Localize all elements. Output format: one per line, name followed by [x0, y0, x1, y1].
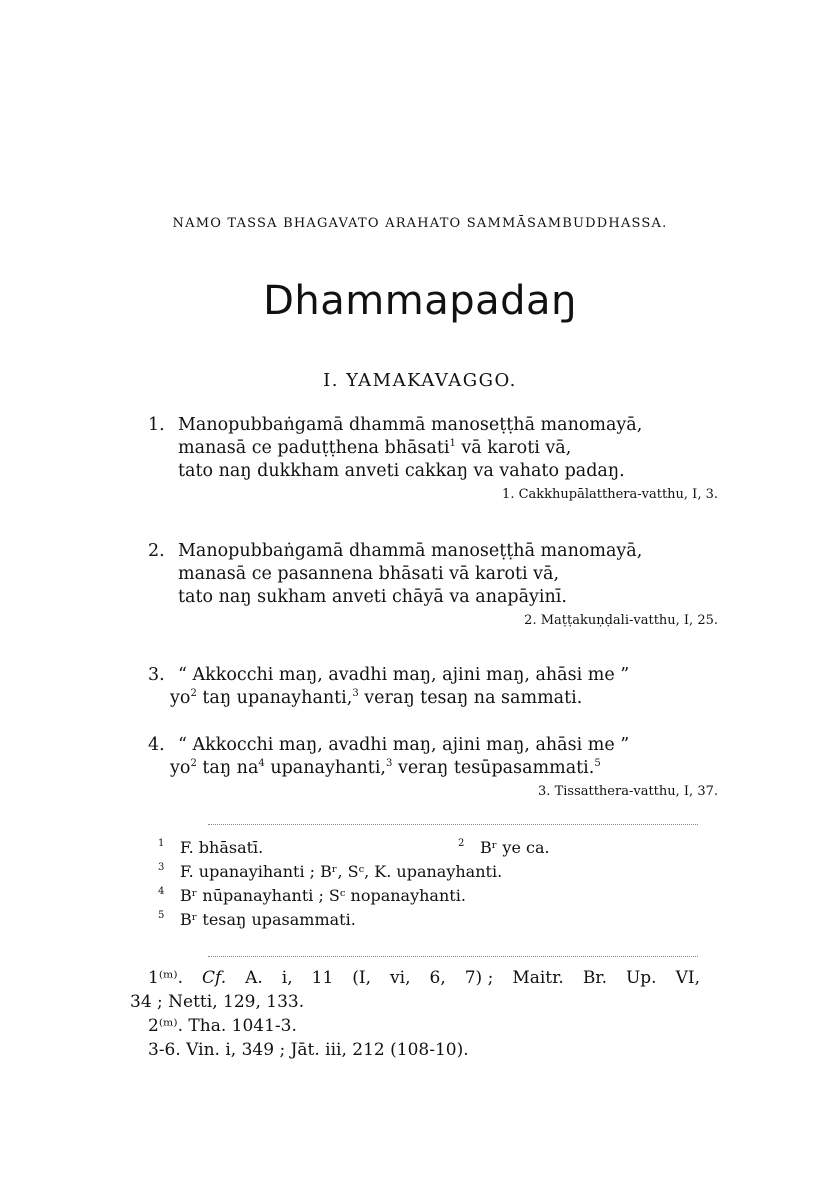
footnote-ref: 2	[190, 688, 197, 699]
verse-number: 4.	[148, 735, 165, 755]
reference-line: 34 ; Netti, 129, 133.	[130, 992, 305, 1012]
chapter-heading: I. YAMAKAVAGGO.	[323, 370, 517, 391]
footnote-ref: 1	[449, 438, 456, 449]
footnote-ref: 4	[258, 758, 265, 769]
verse-line: 4. “ Akkocchi maŋ, avadhi maŋ, ajini maŋ, ahāsi me ”	[148, 735, 630, 755]
verse-line: 2. Manopubbaṅgamā dhammā manoseṭṭhā manomayā,	[148, 541, 643, 561]
verse-number: 3.	[148, 665, 165, 685]
source-reference: 1. Cakkhupālatthera-vatthu, I, 3.	[502, 487, 718, 502]
footnote-divider	[208, 824, 698, 825]
verse-line: $yo^2$ taŋ $na^4$ upanayhanti,$^3$ veraŋ tesūpasammati.$^5$	[170, 758, 601, 778]
verse-1	[148, 414, 718, 505]
footnote-ref: 3	[352, 688, 359, 699]
verse-line: manasā ce paduṭṭhena bhāsati$^1$ vā karoti vā,	[178, 438, 572, 458]
footnote: $^1$ F. bhāsatī. $^2$ Bʳ ye ca.	[158, 838, 550, 857]
footnotes	[158, 836, 698, 932]
verse-line: tato naŋ sukham anveti chāyā va anapāyinī.	[178, 587, 567, 607]
page-title: Dhammapadaŋ	[263, 278, 577, 324]
reference-line: 2⁽ᵐ⁾. Tha. 1041-3.	[148, 1016, 297, 1036]
verse-2	[148, 540, 718, 631]
parallel-references	[130, 966, 700, 1062]
footnote: $^5$ Bʳ tesaŋ upasammati.	[158, 910, 356, 929]
footnote: $^4$ Bʳ nūpanayhanti ; Sᶜ nopanayhanti.	[158, 886, 466, 905]
verse-number: 1.	[148, 415, 165, 435]
verse-4	[148, 734, 718, 802]
reference-line: 3-6. Vin. i, 349 ; Jāt. iii, 212 (108-10).	[148, 1040, 469, 1060]
footnote-ref: 5	[594, 758, 601, 769]
references-divider	[208, 956, 698, 957]
verse-line: tato naŋ dukkham anveti cakkaŋ va vahato padaŋ.	[178, 461, 625, 481]
footnote-ref: 3	[386, 758, 393, 769]
reference-line: 1⁽ᵐ⁾. Cf. A. i, 11 (I, vi, 6, 7) ; Maitr. Br. Up. VI,	[148, 968, 700, 988]
source-reference: 3. Tissatthera-vatthu, I, 37.	[538, 784, 718, 799]
footnote-ref: 2	[190, 758, 197, 769]
footnote: $^3$ F. upanayihanti ; Bʳ, Sᶜ, K. upanayhanti.	[158, 862, 503, 881]
verse-number: 2.	[148, 541, 165, 561]
verse-line: $yo^2$ taŋ upanayhanti,$^3$ veraŋ tesaŋ na sammati.	[170, 688, 583, 708]
page-header: NAMO TASSA BHAGAVATO ARAHATO SAMMĀSAMBUDDHASSA.	[172, 216, 668, 231]
verse-line: 3. “ Akkocchi maŋ, avadhi maŋ, ajini maŋ, ahāsi me ”	[148, 665, 630, 685]
verse-line: 1. Manopubbaṅgamā dhammā manoseṭṭhā manomayā,	[148, 415, 643, 435]
verse-3	[148, 664, 718, 710]
source-reference: 2. Maṭṭakuṇḍali-vatthu, I, 25.	[524, 613, 718, 628]
verse-line: manasā ce pasannena bhāsati vā karoti vā,	[178, 564, 560, 584]
